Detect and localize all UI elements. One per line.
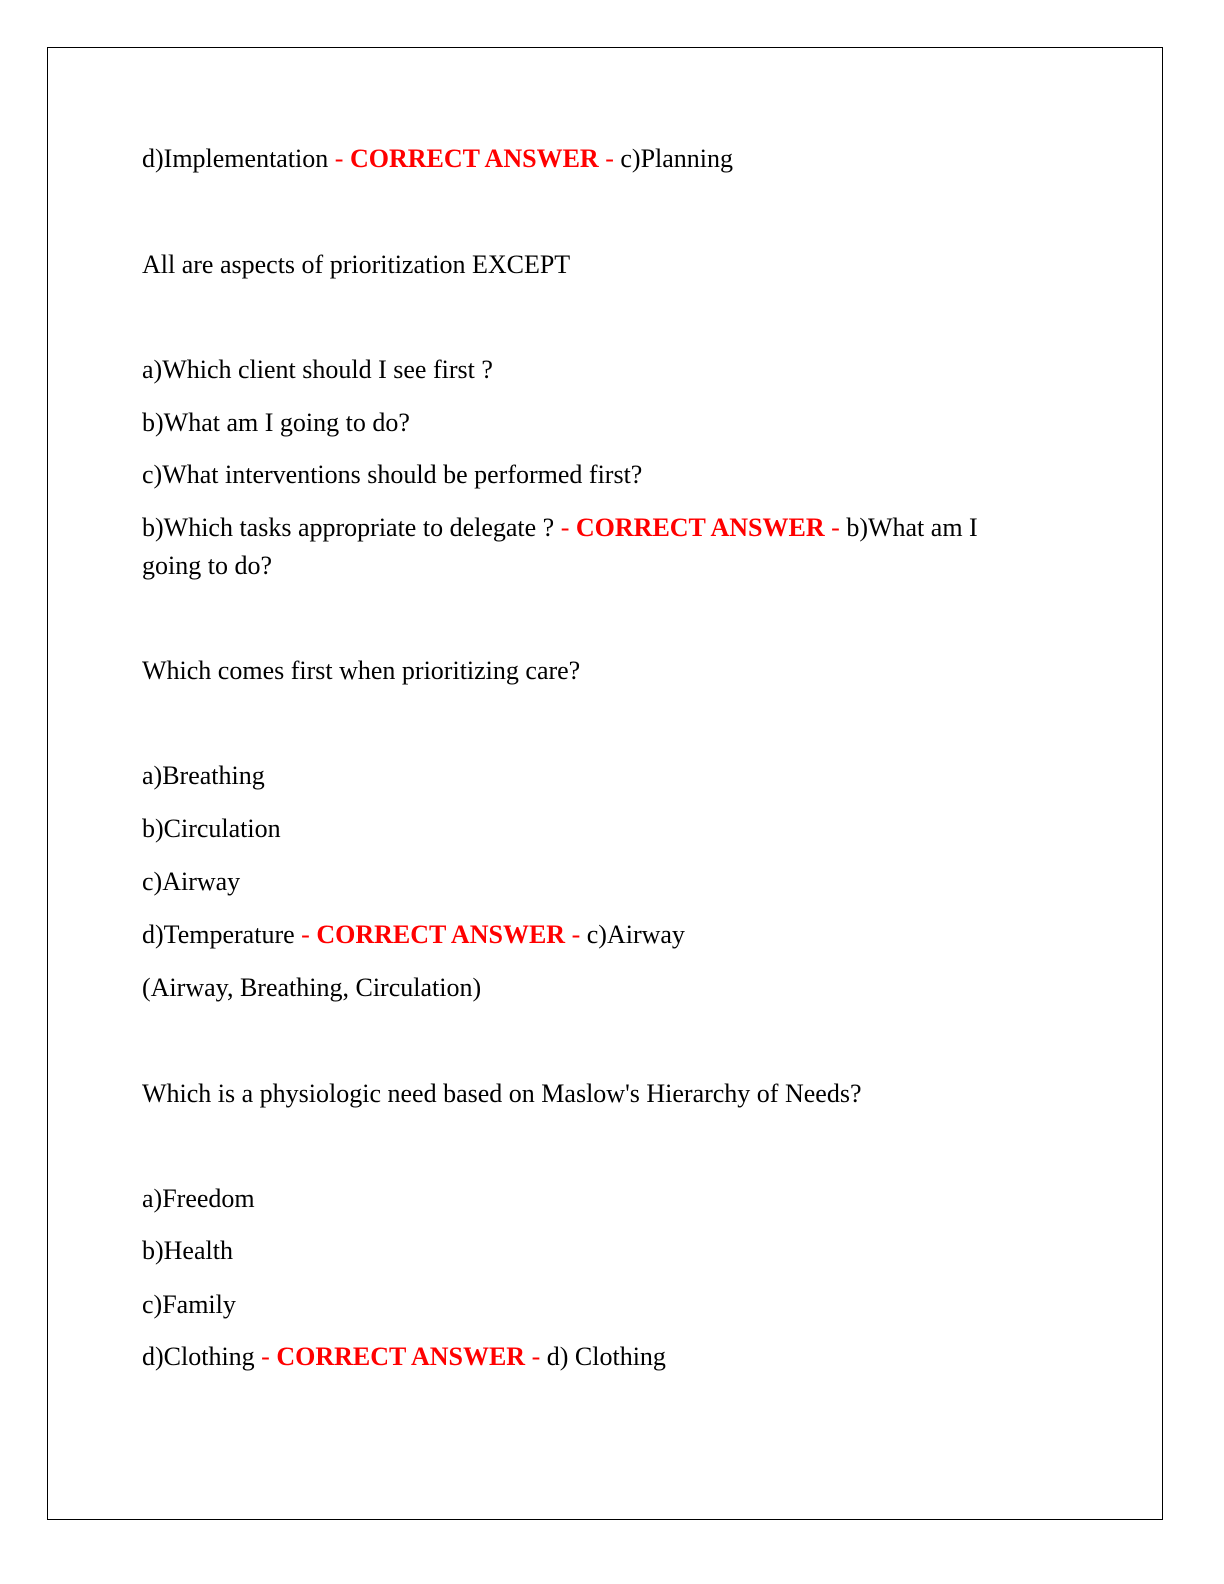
- q0-correct-answer-marker: CORRECT ANSWER: [349, 144, 599, 173]
- q2-option-b: b)Circulation: [142, 814, 281, 843]
- q0-separator-left: -: [328, 144, 350, 173]
- q2-note: (Airway, Breathing, Circulation): [142, 973, 482, 1002]
- q0-separator-right: -: [598, 144, 621, 173]
- q2-separator-right: -: [565, 920, 587, 949]
- q2-question: Which comes first when prioritizing care?: [142, 656, 581, 685]
- q3-answer: d) Clothing: [546, 1342, 666, 1371]
- q2-answer: c)Airway: [586, 920, 685, 949]
- q0-answer-line: [142, 140, 1062, 178]
- q2-separator-left: -: [294, 920, 317, 949]
- q2-option-c: c)Airway: [142, 867, 241, 896]
- q1-answer: b)What am I going to do?: [142, 513, 978, 580]
- q1-option-a: a)Which client should I see first ?: [142, 355, 493, 384]
- q1-answer-line: [142, 509, 1042, 585]
- q1-option-c: c)What interventions should be performed first?: [142, 460, 643, 489]
- q3-option-c: c)Family: [142, 1290, 236, 1319]
- q3-separator-right: -: [525, 1342, 547, 1371]
- q0-answer: c)Planning: [620, 144, 734, 173]
- q3-option-a: a)Freedom: [142, 1184, 255, 1213]
- q1-option-b: b)What am I going to do?: [142, 408, 410, 437]
- q2-option-a: a)Breathing: [142, 761, 265, 790]
- q3-separator-left: -: [254, 1342, 277, 1371]
- q3-option-b: b)Health: [142, 1236, 233, 1265]
- q3-option-d: d)Clothing: [142, 1342, 255, 1371]
- q2-option-d: d)Temperature: [142, 920, 295, 949]
- q2-answer-line: [142, 916, 1062, 954]
- q2-correct-answer-marker: CORRECT ANSWER: [316, 920, 566, 949]
- q1-question: All are aspects of prioritization EXCEPT: [142, 250, 571, 279]
- q1-separator-right: -: [824, 513, 847, 542]
- q1-option-d: b)Which tasks appropriate to delegate ?: [142, 513, 555, 542]
- q1-separator-left: -: [554, 513, 576, 542]
- q3-answer-line: [142, 1338, 1062, 1376]
- q3-question: Which is a physiologic need based on Maslow's Hierarchy of Needs?: [142, 1079, 862, 1108]
- q3-correct-answer-marker: CORRECT ANSWER: [276, 1342, 526, 1371]
- q0-option-d: d)Implementation: [142, 144, 329, 173]
- q1-correct-answer-marker: CORRECT ANSWER: [575, 513, 825, 542]
